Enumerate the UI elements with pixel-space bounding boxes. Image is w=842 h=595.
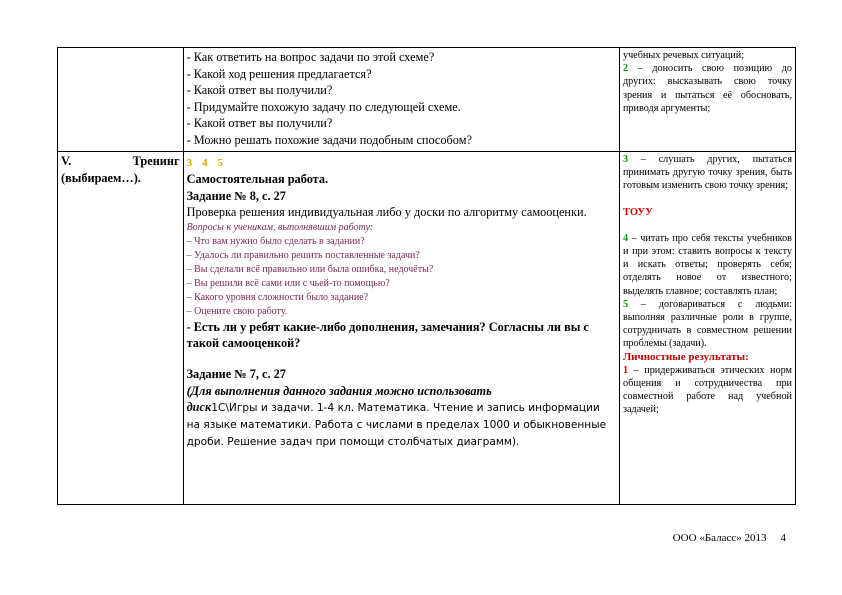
- result-text: – договариваться с людьми: выполняя различные роли в группе, сотрудничать в совместном решении проблемы (задачи).: [622, 298, 792, 350]
- page-number: 4: [780, 532, 786, 544]
- result-text: – читать про себя тексты учебников и при этом: ставить вопросы к тексту и искать ответы; проверять себя; отделять новое от известного; выделять главное; составлять план;: [622, 232, 792, 297]
- stage-cell-empty: [58, 48, 184, 152]
- table-row: [58, 152, 796, 505]
- task-heading: Задание № 8, с. 27: [186, 188, 286, 203]
- level-digit: 3: [186, 157, 193, 169]
- level-digit: 5: [217, 157, 224, 169]
- note-disk: [187, 399, 616, 450]
- disk-description: 1С\Игры и задачи. 1-4 кл. Математика. Чтение и запись информации на языке математики. Работа с числами в пределах 1000 и обыкновенные дроби. Решение задач при помощи столбчатых диаграмм).: [186, 402, 607, 449]
- student-question: – Удалось ли правильно решить поставленные задачи?: [186, 249, 420, 261]
- note-text: (Для выполнения данного задания можно использовать: [186, 383, 492, 398]
- result-number: 4: [622, 232, 629, 244]
- student-question: – Оцените свою работу.: [186, 305, 288, 317]
- work-title: Самостоятельная работа.: [186, 172, 329, 186]
- result-item: [623, 364, 792, 417]
- task-heading: Задание № 7, с. 27: [186, 366, 286, 381]
- question-line: - Какой ответ вы получили?: [186, 116, 333, 131]
- question-line: - Можно решать похожие задачи подобным способом?: [186, 132, 472, 147]
- result-number: 5: [622, 298, 629, 310]
- table-row: [58, 48, 796, 152]
- page-footer: [673, 532, 786, 544]
- question-line: - Какой ход решения предлагается?: [186, 66, 372, 81]
- level-digit: 4: [202, 157, 208, 169]
- result-number: 2: [622, 63, 629, 75]
- result-number: 1: [622, 364, 629, 376]
- result-item: [623, 62, 792, 115]
- personal-results-title: Личностные результаты:: [622, 350, 749, 363]
- results-cell: [619, 48, 795, 152]
- touu-heading: ТОУУ: [622, 206, 653, 218]
- result-text: – доносить свою позицию до других: высказывать свою точку зрения и пытаться её обосновать, приводя аргументы;: [622, 63, 792, 114]
- question-line: - Как ответить на вопрос задачи по этой схеме?: [186, 50, 435, 64]
- results-cell: [619, 152, 795, 505]
- student-question: – Что вам нужно было сделать в задании?: [186, 235, 365, 247]
- result-number: 3: [622, 154, 629, 165]
- result-item: [623, 298, 792, 351]
- stage-cell: [58, 152, 184, 505]
- question-line: - Какой ответ вы получили?: [186, 83, 333, 98]
- activity-cell: [183, 48, 619, 152]
- stage-subtitle: (выбираем…).: [61, 170, 141, 185]
- level-digits: [187, 153, 616, 171]
- result-text: – придерживаться этических норм общения и сотрудничества при совместной работе над учебной задачей;: [622, 364, 792, 416]
- lesson-table: [57, 47, 796, 505]
- result-item: [623, 232, 792, 298]
- questions-title: Вопросы к ученикам, выполнявшим работу:: [186, 221, 374, 233]
- student-question: – Вы решили всё сами или с чьей-то помощью?: [186, 277, 390, 289]
- footer-company: ООО «Баласс» 2013: [672, 532, 767, 544]
- check-text: Проверка решения индивидуальная либо у доски по алгоритму самооценки.: [186, 205, 587, 220]
- student-question: – Вы сделали всё правильно или была ошибка, недочёты?: [186, 263, 434, 275]
- result-text: учебных речевых ситуаций;: [622, 50, 745, 61]
- disk-word: диск: [186, 400, 212, 415]
- stage-title: V. Тренинг: [61, 154, 180, 168]
- result-item: [623, 153, 792, 193]
- activity-cell: [183, 152, 619, 505]
- additions-question: - Есть ли у ребят какие-либо дополнения, замечания? Согласны ли вы с такой самооценкой?: [186, 319, 589, 351]
- question-line: - Придумайте похожую задачу по следующей схеме.: [186, 99, 461, 114]
- result-text: – слушать других, пытаться принимать другую точку зрения, быть готовым изменить свою точку зрения;: [622, 154, 792, 192]
- student-question: – Какого уровня сложности было задание?: [186, 291, 369, 303]
